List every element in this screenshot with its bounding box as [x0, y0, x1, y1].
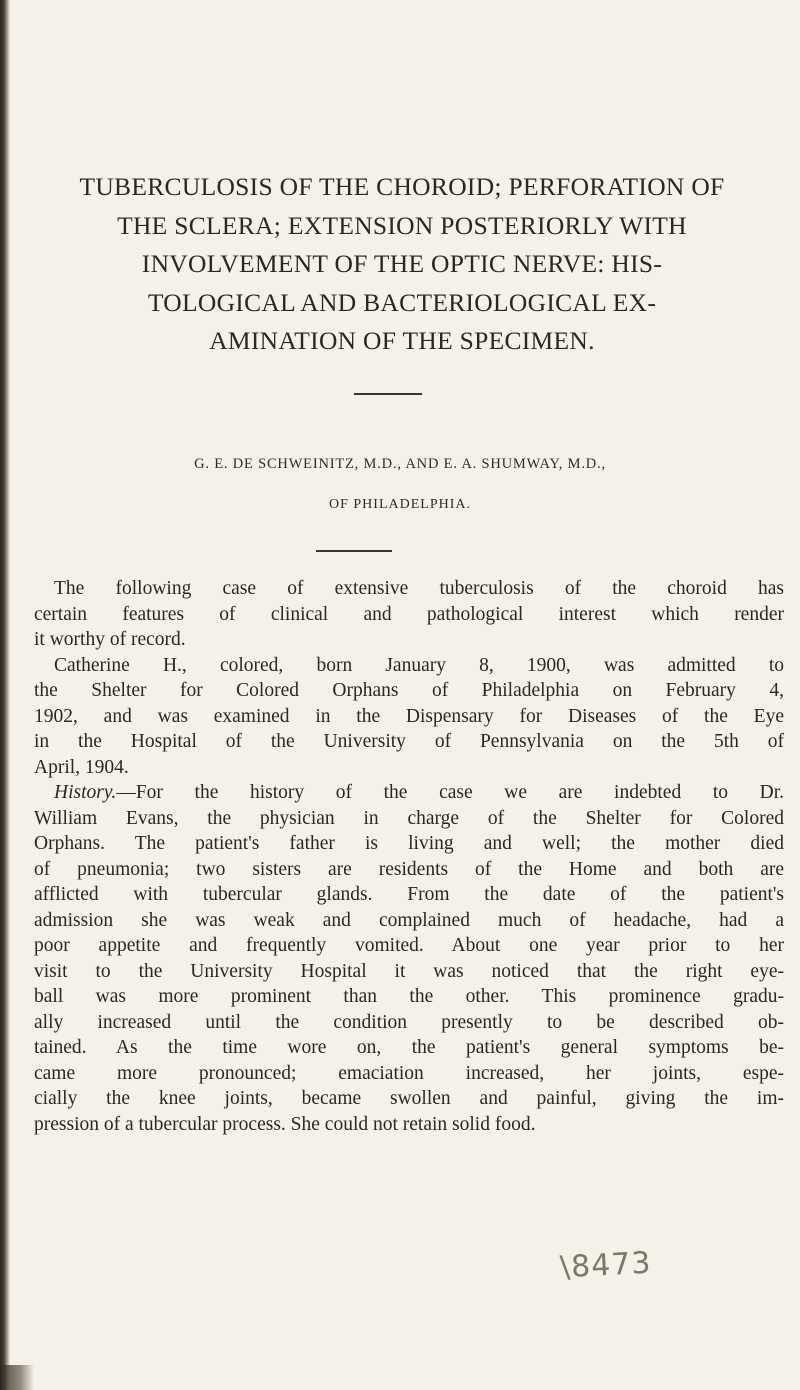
article-affiliation: OF PHILADELPHIA.: [329, 497, 471, 512]
body-line: Catherine H., colored, born January 8, 1900, was admitted to: [54, 654, 784, 676]
body-line: certain features of clinical and pathological interest which render: [34, 603, 784, 625]
title-line: TOLOGICAL AND BACTERIOLOGICAL EX-: [147, 287, 657, 317]
article-authors: G. E. DE SCHWEINITZ, M.D., AND E. A. SHUMWAY, M.D.,: [194, 456, 606, 472]
history-line: [34, 780, 784, 806]
body-line: afflicted with tubercular glands. From the date of the patient's: [34, 884, 784, 905]
title-line: INVOLVEMENT OF THE OPTIC NERVE: HIS-: [141, 249, 663, 278]
article-title: [22, 168, 782, 361]
history-text: —For the history of the case we are indebted to Dr.: [116, 782, 784, 803]
body-line: pression of a tubercular process. She could not retain solid food.: [34, 1113, 536, 1135]
body-line: of pneumonia; two sisters are residents of the Home and both are: [34, 858, 784, 880]
title-line: AMINATION OF THE SPECIMEN.: [209, 326, 595, 355]
body-line: ally increased until the condition presently to be described ob-: [34, 1011, 784, 1033]
body-line: it worthy of record.: [34, 629, 186, 650]
body-line: the Shelter for Colored Orphans of Philadelphia on February 4,: [34, 680, 784, 701]
body-line: William Evans, the physician in charge of the Shelter for Colored: [34, 807, 784, 829]
body-line: Orphans. The patient's father is living and well; the mother died: [34, 833, 784, 854]
history-heading: History.: [54, 782, 117, 803]
title-line: THE SCLERA; EXTENSION POSTERIORLY WITH: [117, 210, 687, 240]
body-line: tained. As the time wore on, the patient's general symptoms be-: [34, 1037, 784, 1058]
body-line: The following case of extensive tuberculosis of the choroid has: [54, 578, 784, 599]
body-line: admission she was weak and complained much of headache, had a: [34, 909, 784, 931]
body-line: visit to the University Hospital it was noticed that the right eye-: [34, 960, 784, 982]
body-line: ball was more prominent than the other. This prominence gradu-: [34, 986, 784, 1007]
body-line: April, 1904.: [34, 756, 129, 778]
article-body: [34, 576, 784, 1137]
body-line: poor appetite and frequently vomited. About one year prior to her: [34, 935, 784, 956]
author-divider: [316, 550, 392, 552]
body-line: in the Hospital of the University of Pennsylvania on the 5th of: [34, 731, 784, 752]
handwritten-catalog-number: \8473: [559, 1245, 653, 1286]
body-line: came more pronounced; emaciation increased, her joints, espe-: [34, 1062, 784, 1084]
body-line: cially the knee joints, became swollen and painful, giving the im-: [34, 1088, 784, 1109]
title-divider: [354, 393, 422, 395]
body-line: 1902, and was examined in the Dispensary for Diseases of the Eye: [34, 705, 784, 727]
title-line: TUBERCULOSIS OF THE CHOROID; PERFORATION OF: [79, 172, 725, 201]
